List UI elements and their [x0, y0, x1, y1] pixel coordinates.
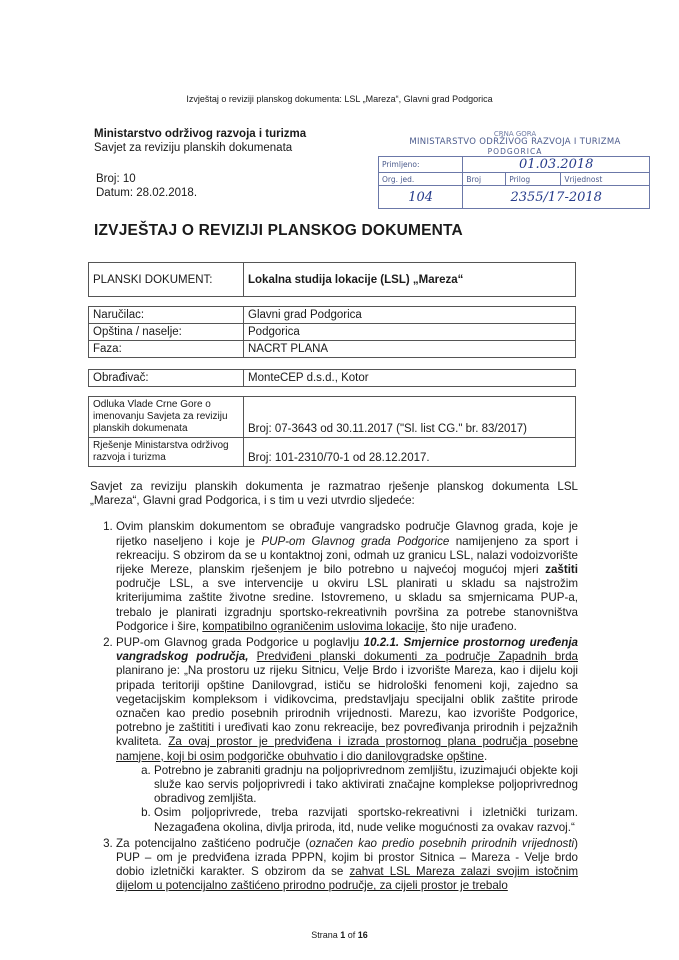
stamp-received-value: 01.03.2018 [463, 157, 650, 173]
report-body [90, 480, 578, 896]
processor-label: Obrađivač: [89, 370, 244, 387]
finding-2a: a. Potrebno je zabraniti gradnju na poljoprivrednom zemljištu, izuzimajući objekte koji služe kao servis poljoprivredi i tako aktivirati značajne komplekse poljoprivrednog obradivog zemljišta. [154, 764, 578, 807]
page-title: IZVJEŠTAJ O REVIZIJI PLANSKOG DOKUMENTA [94, 222, 463, 239]
decision-label: Odluka Vlade Crne Gore o imenovanju Savjeta za reviziju planskih dokumenata [89, 397, 244, 438]
ministry-name: Ministarstvo održivog razvoja i turizma [94, 128, 307, 140]
page-total: 16 [357, 930, 368, 940]
finding-1: 1. Ovim planskim dokumentom se obrađuje vangradsko područje Glavnog grada, koje je rijetko naseljeno i koje je PUP-om Glavnog grada Podgorice namijenjeno za sport i rekreaciju. S obzirom da se u kontaktnoj zoni, odmah uz granicu LSL, nalazi vodoizvorište rijeke Mereze, planskim rješenjem je bilo potrebno u najvećoj mogućoj mjeri zaštiti područje LSL, a sve intervencije u okviru LSL planirati u skladu sa najstrožim kriterijumima zaštite životne sredine. Istovremeno, u skladu sa smjernicama PUP-a, trebalo je planirati izgradnju sportsko-rekreativnih površina za potrebe stanovništva Podgorice i šire, kompatibilno ograničenim uslovima lokacije, što nije urađeno. [116, 520, 578, 634]
resolution-value: Broj: 101-2310/70-1 od 28.12.2017. [244, 438, 576, 467]
stamp-col-org: Org. jed. [379, 173, 463, 186]
document-date: Datum: 28.02.2018. [96, 187, 198, 199]
resolution-label: Rješenje Ministarstva održivog razvoja i turizma [89, 438, 244, 467]
client-value: Glavni grad Podgorica [244, 307, 576, 324]
decision-value: Broj: 07-3643 od 30.11.2017 ("Sl. list CG." br. 83/2017) [244, 397, 576, 438]
municipality-label: Opština / naselje: [89, 324, 244, 341]
stamp-city: PODGORICA [487, 147, 543, 156]
phase-value: NACRT PLANA [244, 341, 576, 358]
finding-2-sublist [116, 764, 578, 835]
intro-paragraph: Savjet za reviziju planskih dokumenta je razmatrao rješenje planskog dokumenta LSL „Mareza“, Glavni grad Podgorica, i s tim u vezi utvrdio sljedeće: [90, 480, 578, 508]
document-meta [96, 172, 197, 200]
plan-info-table [88, 262, 576, 467]
finding-3: 3. Za potencijalno zaštićeno područje (označen kao predio posebnih prirodnih vrijednosti) PUP – om je predviđena izrada PPPN, kojim bi prostor Sitnica – Mareza - Velje brdo dobio izletnički karakter. S obzirom da se zahvat LSL Mareza zalazi svojim istočnim dijelom u potencijalno zaštićeno prirodno područje, za cijeli prostor je trebalo [116, 837, 578, 894]
finding-2: 2. PUP-om Glavnog grada Podgorice u poglavlju 10.2.1. Smjernice prostornog uređenja vangradskog područja, Predviđeni planski dokumenti za područje Zapadnih brda planirano je: „Na prostoru uz rijeku Sitnicu, Velje Brdo i izvorište Mareza, kao i dijelu koji pripada teritoriji opštine Danilovgrad, ističu se hidrološki fenomeni koji, zajedno sa vegetacijskim kompleksom i vidikovcima, predstavljaju specijalni oblik zaštite prirode označen kao predio posebnih prirodnih vrijednosti. Marezu, kao izvorište Podgorice, potrebno je zaštititi i uređivati kao zonu rekreacije, bez povređivanja prirodnih i pejzažnih kvaliteta. Za ovaj prostor je predviđena i izrada prostornog plana područja posebne namjene, koji bi osim podgoričke obuhvatio i dio danilovgradske opštine. a. Potrebno je zabraniti gradnju na poljoprivrednom zemljištu, izuzimajući objekte koji služe kao servis poljoprivredi i tako aktivirati značajne komplekse poljoprivrednog obradivog zemljišta. b. Osim poljoprivrede, treba razvijati sportsko-rekreativni i izletnički turizam. Nezagađena okolina, divlja priroda, itd, nude velike mogućnosti za ovakav razvoj.“ [116, 636, 578, 835]
document-number: Broj: 10 [96, 173, 136, 185]
plan-doc-label: PLANSKI DOKUMENT: [89, 263, 244, 297]
client-label: Naručilac: [89, 307, 244, 324]
stamp-col-prilog: Prilog [506, 173, 561, 186]
municipality-value: Podgorica [244, 324, 576, 341]
document-header: Izvještaj o reviziji planskog dokumenta: LSL „Mareza“, Glavni grad Podgorica [186, 94, 493, 104]
stamp-ministry: MINISTARSTVO ODRŽIVOG RAZVOJA I TURIZMA [409, 137, 621, 147]
stamp-received-label: Primljeno: [379, 157, 463, 173]
page-footer: Strana 1 of 16 [311, 930, 368, 940]
stamp-country: CRNA GORA [493, 130, 537, 138]
stamp-broj-value: 2355/17-2018 [463, 186, 650, 209]
registry-stamp [370, 130, 660, 209]
council-name: Savjet za reviziju planskih dokumenata [94, 142, 293, 154]
findings-list [90, 520, 578, 893]
finding-2b: b. Osim poljoprivrede, treba razvijati sportsko-rekreativni i izletnički turizam. Nezagađena okolina, divlja priroda, itd, nude velike mogućnosti za ovakav razvoj.“ [154, 806, 578, 834]
stamp-table [378, 156, 650, 209]
stamp-col-vrijednost: Vrijednost [561, 173, 650, 186]
stamp-col-broj: Broj [463, 173, 506, 186]
page-number: 1 [340, 930, 346, 940]
phase-label: Faza: [89, 341, 244, 358]
stamp-org-value: 104 [379, 186, 463, 209]
ministry-block [94, 127, 306, 155]
plan-doc-value: Lokalna studija lokacije (LSL) „Mareza“ [244, 263, 576, 297]
processor-value: MonteCEP d.s.d., Kotor [244, 370, 576, 387]
